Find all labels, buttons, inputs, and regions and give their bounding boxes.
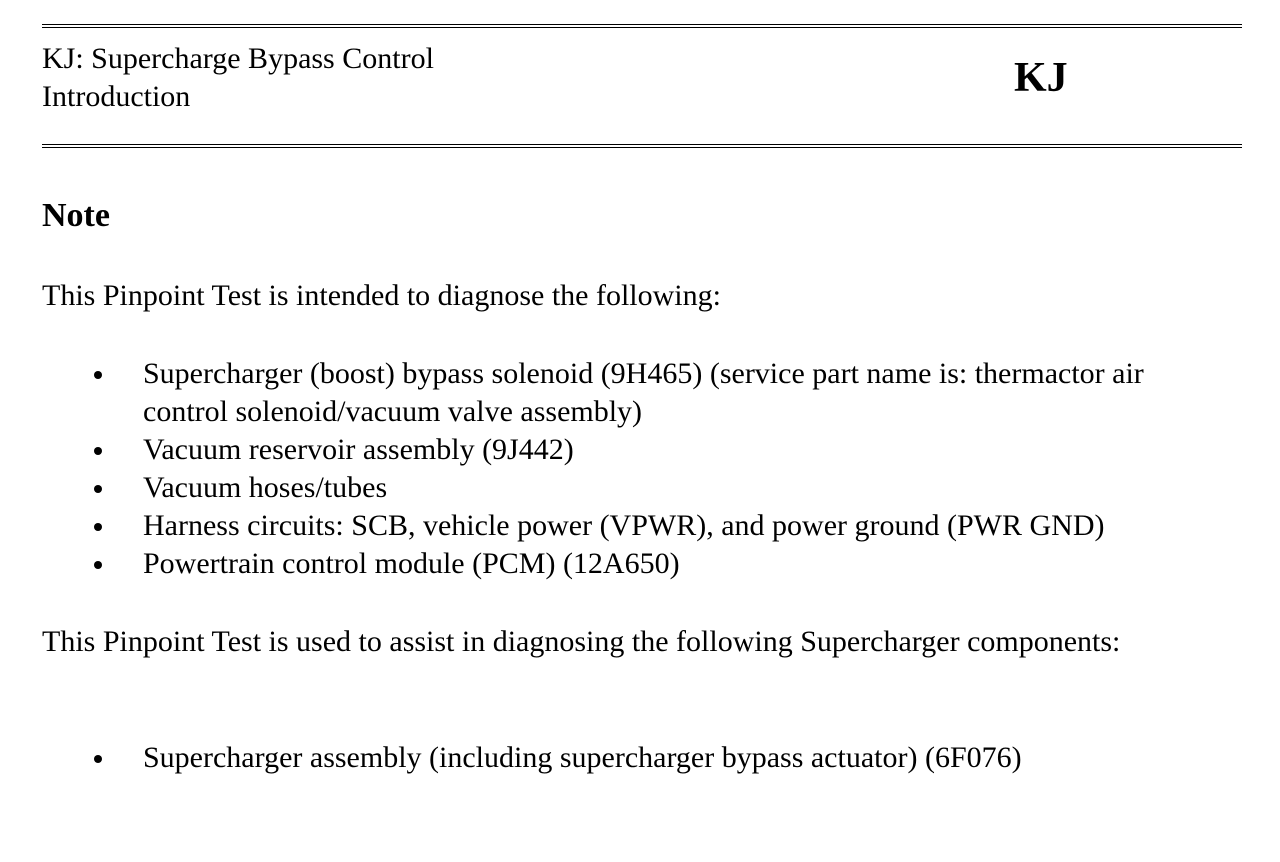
header-bottom-rule: [42, 144, 1242, 148]
list-item-text: Vacuum hoses/tubes: [143, 471, 388, 504]
bullet-icon: [94, 371, 102, 379]
list-item: [42, 545, 1213, 583]
header-top-rule: [42, 24, 1242, 28]
list-item-text: Vacuum reservoir assembly (9J442): [143, 433, 574, 466]
bullet-icon: [94, 447, 102, 455]
list-item: [42, 355, 1213, 431]
bullet-icon: [94, 485, 102, 493]
diagnose-list: [42, 355, 1242, 583]
list-item-text: Powertrain control module (PCM) (12A650): [143, 547, 680, 580]
bullet-icon: [94, 755, 102, 763]
assist-list: [42, 739, 1242, 777]
list-item-text: Supercharger (boost) bypass solenoid (9H465) (service part name is: thermactor air control solenoid/vacuum valve assembly): [143, 357, 1144, 428]
list-item-text: Harness circuits: SCB, vehicle power (VPWR), and power ground (PWR GND): [143, 509, 1105, 542]
list-item: [42, 431, 1213, 469]
list-item-text: Supercharger assembly (including supercharger bypass actuator) (6F076): [143, 741, 1022, 774]
section-code: KJ: [1014, 55, 1068, 101]
note-heading: Note: [42, 197, 110, 234]
list-item: [42, 739, 1213, 777]
bullet-icon: [94, 561, 102, 569]
bullet-icon: [94, 523, 102, 531]
list-item: [42, 507, 1213, 545]
diagnose-intro-paragraph: This Pinpoint Test is intended to diagnose the following:: [42, 279, 721, 312]
page-title: [42, 40, 434, 116]
assist-intro-paragraph: This Pinpoint Test is used to assist in diagnosing the following Supercharger components:: [42, 625, 1121, 658]
page-title-line-2: Introduction: [42, 80, 191, 113]
page-title-line-1: KJ: Supercharge Bypass Control: [42, 42, 434, 75]
list-item: [42, 469, 1213, 507]
